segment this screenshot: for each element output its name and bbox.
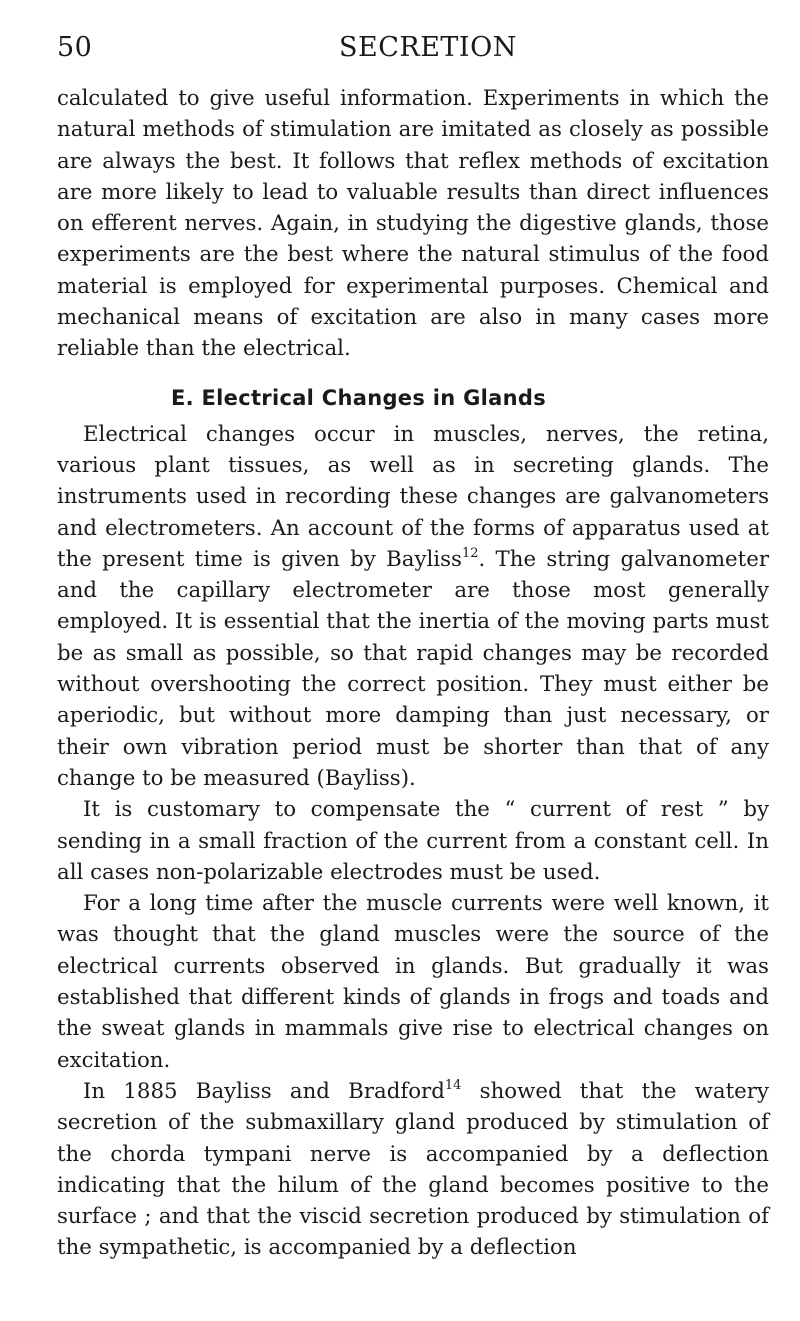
paragraph-text: In 1885 Bayliss and Bradford	[83, 1078, 445, 1104]
page-number: 50	[57, 32, 93, 63]
paragraph-continued: calculated to give useful information. Experiments in which the natural methods of stimulation are imitated as closely as possible are always the best. It follows that reflex methods of excitation are more likely to lead to valuable results than direct influences on efferent nerves. Again, in studying the digestive glands, those experiments are the best where the natural stimulus of the food material is employed for experimental purposes. Chemical and mechanical means of excitation are also in many cases more reliable than the electrical.	[57, 86, 769, 362]
paragraph-text: . The string galvanometer and the capillary electrometer are those most generally employed. It is essential that the inertia of the moving parts must be as small as possible, so that rapid changes may be recorded without overshooting the correct position. They must either be aperiodic, but without more damping than just necessary, or their own vibration period must be shorter than that of any change to be measured (Bayliss).	[57, 546, 770, 791]
paragraph-text: showed that the watery secretion of the submaxillary gland produced by stimulation of the chorda tympani nerve is accompanied by a deflection indicating that the hilum of the gland becomes positive to the surface ; and that the viscid secretion produced by stimulation of the sympathetic, is accompanied by a deflection	[57, 1078, 769, 1261]
footnote-reference[interactable]: 12	[461, 545, 479, 561]
running-title: SECRETION	[339, 32, 517, 63]
paragraph-bayliss-bradford	[57, 1076, 769, 1264]
footnote-reference[interactable]: 14	[444, 1077, 462, 1093]
section-heading: E. Electrical Changes in Glands	[171, 385, 547, 410]
paragraph-current-of-rest: It is customary to compensate the “ current of rest ” by sending in a small fraction of the current from a constant cell. In all cases non-polarizable electrodes must be used.	[57, 797, 769, 885]
body-text	[57, 83, 769, 1264]
running-head	[57, 32, 769, 70]
paragraph-text: Electrical changes occur in muscles, nerves, the retina, various plant tissues, as well as in secreting glands. The instruments used in recording these changes are galvanometers and electrometers. An account of the forms of apparatus used at the present time is given by Bayliss	[57, 421, 769, 572]
paragraph-muscle-currents: For a long time after the muscle currents were well known, it was thought that the gland muscles were the source of the electrical currents observed in glands. But gradually it was established that different kinds of glands in frogs and toads and the sweat glands in mammals give rise to electrical changes on excitation.	[57, 891, 769, 1073]
paragraph-electrical-changes	[57, 419, 769, 795]
book-page	[57, 32, 769, 1264]
